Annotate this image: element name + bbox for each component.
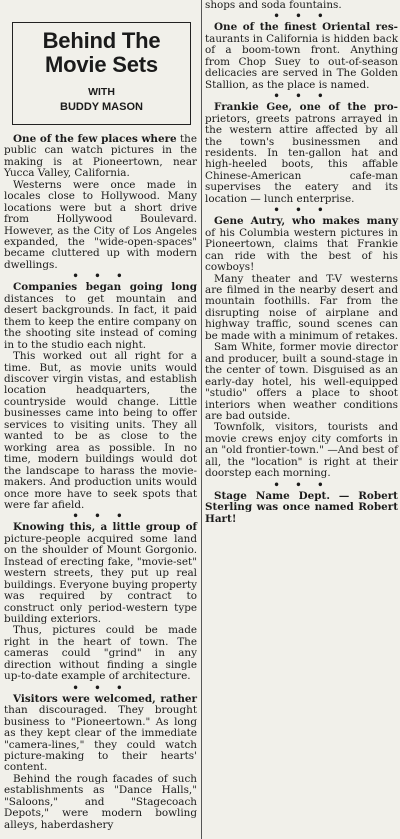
paragraph-4: This worked out all right for a time. But, as movie units would discover virgin vistas, and establish location headquarters, the countryside would change. Little businesses came into being to offer services to visiting units. They all wanted to be as close to the working area as possible. In no time, modern buildings would dot the landscape to harass the movie-makers. And production units would once more have to seek spots that were far afield. xyxy=(4,350,197,511)
paragraph-7-text: than discouraged. They brought business to "Pioneertown." As long as they kept clear of the immediate "camera-lines," they could watch picture-making to their hearts' content. xyxy=(4,704,197,774)
section-separator: • • • xyxy=(72,271,129,283)
byline-with: WITH xyxy=(88,86,115,98)
paragraph-10-text: taurants in California is hidden back of a boom-town front. Anything from Chop Suey to out-of-season delicacies are served in The Golden Stallion, as the place is named. xyxy=(205,32,398,91)
paragraph-12 xyxy=(205,216,398,273)
headline-line-2: Movie Sets xyxy=(45,52,158,77)
paragraph-14: Sam White, former movie director and producer, built a sound-stage in the center of town. Disguised as an early-day hotel, his well-equipped "studio" offers a place to shoot interiors when weather conditions are bad outside. xyxy=(205,341,398,422)
paragraph-7 xyxy=(4,694,197,774)
paragraph-11-lead-in: Frankie Gee, one of the pro- xyxy=(214,101,398,114)
paragraph-15: Townfolk, visitors, tourists and movie crews enjoy city comforts in an "old frontier-town." —And best of all, the "location" is right at their doorstep each morning. xyxy=(205,421,398,480)
paragraph-3-lead-in: Companies began going long xyxy=(13,281,197,294)
paragraph-1 xyxy=(4,134,197,180)
paragraph-9: shops and soda fountains. xyxy=(205,0,342,11)
paragraph-8: Behind the rough facades of such establishments as "Dance Halls," "Saloons," and "Stagecoach Depots," were modern bowling alleys, haberdashery xyxy=(4,772,197,831)
left-column xyxy=(4,0,197,831)
section-separator: • • • xyxy=(273,479,330,491)
section-separator: • • • xyxy=(273,205,330,217)
paragraph-3 xyxy=(4,282,197,351)
paragraph-1-lead-in: One of the few places where xyxy=(13,132,177,145)
paragraph-3-text: distances to get mountain and desert backgrounds. In fact, it paid them to keep the entire company on the shooting site instead of coming in to the studio each night. xyxy=(4,292,197,351)
paragraph-16 xyxy=(205,491,398,525)
paragraph-11 xyxy=(205,102,398,205)
paragraph-12-text: of his Columbia western pictures in Pioneertown, claims that Frankie can ride with the best of his cowboys! xyxy=(205,226,398,274)
paragraph-13: Many theater and T-V westerns are filmed in the nearby desert and mountain foothills. Far from the disrupting noise of airplane and highway traffic, sound scenes can be made with a minimum of retakes. xyxy=(205,272,399,342)
paragraph-1-text: the public can watch pictures in the making is at Pioneertown, near Yucca Valley, California. xyxy=(4,132,197,180)
paragraph-12-lead-in: Gene Autry, who makes many xyxy=(214,215,398,228)
paragraph-5-lead-in: Knowing this, a little group of xyxy=(13,521,197,534)
paragraph-10 xyxy=(205,22,398,91)
right-column xyxy=(205,0,398,525)
section-separator: • • • xyxy=(72,511,129,523)
paragraph-11-text: prietors, greets patrons arrayed in the western attire affected by all the town's businessmen and residents. In ten-gallon hat and high-heeled boots, this affable Chinese-American cafe-man supervises the eatery and its location — lunch enterprise. xyxy=(205,112,398,205)
section-separator: • • • xyxy=(273,91,330,103)
headline-box xyxy=(12,22,191,125)
section-separator: • • • xyxy=(273,11,330,23)
paragraph-5-text: picture-people acquired some land on the shoulder of Mount Gorgonio. Instead of erecting fake, "movie-set" western streets, they put up real buildings. Everyone buying property was required by contract to construct only period-western type building exteriors. xyxy=(4,532,197,626)
section-separator: • • • xyxy=(72,682,129,694)
paragraph-7-lead-in: Visitors were welcomed, rather xyxy=(13,692,197,705)
byline-author: BUDDY MASON xyxy=(60,101,143,114)
paragraph-6: Thus, pictures could be made right in the heart of town. The cameras could "grind" in any direction without finding a single up-to-date example of architecture. xyxy=(4,624,197,683)
paragraph-5 xyxy=(4,522,197,625)
column-rule xyxy=(201,0,202,839)
paragraph-16-text: Stage Name Dept. — Robert Sterling was once named Robert Hart! xyxy=(205,489,398,525)
headline-line-1: Behind The xyxy=(42,28,161,53)
paragraph-2: Westerns were once made in locales close to Hollywood. Many locations were but a short drive from Hollywood Boulevard. However, as the City of Los Angeles expanded, the "wide-open-spaces" became cluttered up with modern dwellings. xyxy=(4,178,197,271)
paragraph-10-lead-in: One of the finest Oriental res- xyxy=(214,21,398,34)
